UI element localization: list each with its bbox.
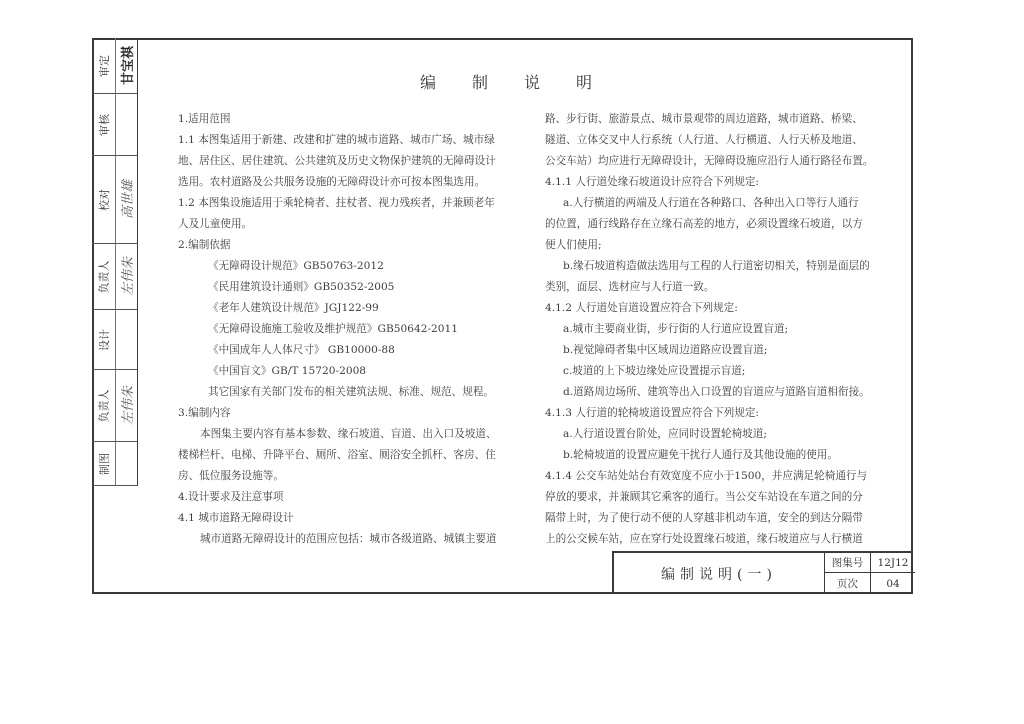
signature-text: 左伟朱: [121, 385, 137, 426]
title-block: [612, 551, 913, 594]
sheet-title: 编制说明(一): [614, 553, 825, 594]
text-line: b.视觉障碍者集中区域周边道路应设置盲道;: [563, 344, 768, 356]
sidebar-signature: [115, 442, 138, 485]
text-line: 选用。农村道路及公共服务设施的无障碍设计亦可按本图集选用。: [178, 176, 486, 188]
right-text-column: [545, 109, 875, 550]
heading-basis: 2.编制依据: [178, 239, 231, 251]
text-line: 城市道路无障碍设计的范围应包括：城市各级道路、城镇主要道: [200, 533, 497, 545]
text-line: 隔带上时，为了使行动不便的人穿越非机动车道，安全的到达分隔带: [545, 512, 863, 524]
sidebar-label-text: 制图: [97, 452, 111, 475]
sidebar-label: [92, 38, 116, 93]
atlas-number: 12J12: [871, 553, 915, 573]
clause-heading: 4.1.3 人行道的轮椅坡道设置应符合下列规定:: [545, 407, 759, 419]
sidebar-row-draw: [92, 442, 138, 486]
text-line: 隧道、立体交叉中人行系统（人行道、人行横道、人行天桥及地道、: [545, 134, 863, 146]
sidebar-signature: [115, 310, 138, 369]
text-line: 路、步行街、旅游景点、城市景观带的周边道路，城市道路、桥梁、: [545, 113, 863, 125]
sidebar-signature: [115, 370, 138, 441]
standard-item: 《中国成年人人体尺寸》 GB10000-88: [208, 344, 395, 356]
sidebar-label-text: 负责人: [97, 389, 111, 422]
clause-heading: 4.1.2 人行道处盲道设置应符合下列规定:: [545, 302, 738, 314]
sidebar-label: [92, 156, 116, 243]
sidebar-row-lead-1: [92, 244, 138, 310]
clause-heading: 4.1.1 人行道处缘石坡道设计应符合下列规定:: [545, 176, 759, 188]
text-line: c.坡道的上下坡边缘处应设置提示盲道;: [563, 365, 746, 377]
signature-text: 甘宝祺: [121, 45, 137, 86]
text-line: 的位置，通行线路存在立缘石高差的地方，必须设置缘石坡道，以方: [545, 218, 863, 230]
sidebar-signature: [115, 38, 138, 93]
sidebar-signature: [115, 94, 138, 155]
standard-item: 《民用建筑设计通则》GB50352-2005: [208, 281, 395, 293]
heading-scope: 1.适用范围: [178, 113, 231, 125]
text-line: 楼梯栏杆、电梯、升降平台、厕所、浴室、厕浴安全抓杆、客房、住: [178, 449, 496, 461]
text-line: 地、居住区、居住建筑、公共建筑及历史文物保护建筑的无障碍设计: [178, 155, 496, 167]
sidebar-label: [92, 370, 116, 441]
text-line: b.缘石坡道构造做法选用与工程的人行道密切相关，特别是面层的: [563, 260, 870, 272]
signature-text: 左伟朱: [121, 256, 137, 297]
text-line: a.人行横道的两端及人行道在各种路口、各种出入口等行人通行: [563, 197, 859, 209]
standard-item: 《中国盲文》GB/T 15720-2008: [208, 365, 367, 377]
sidebar-row-lead-2: [92, 370, 138, 442]
sidebar-row-review: [92, 94, 138, 156]
text-line: 人及儿童使用。: [178, 218, 253, 230]
text-line: a.城市主要商业街，步行街的人行道应设置盲道;: [563, 323, 789, 335]
page-title: 编制说明: [420, 73, 629, 92]
sidebar-label-text: 审定: [97, 54, 111, 77]
sidebar-label-text: 审核: [97, 113, 111, 136]
signature-text: 高世雄: [121, 179, 137, 220]
sidebar-row-design: [92, 310, 138, 370]
text-line: b.轮椅坡道的设置应避免干扰行人通行及其他设施的使用。: [563, 449, 838, 461]
text-line: 上的公交候车站，应在穿行处设置缘石坡道，缘石坡道应与人行横道: [545, 533, 863, 545]
sidebar-row-approve: [92, 38, 138, 94]
sidebar-label: [92, 244, 116, 309]
text-line: 1.2 本图集设施适用于乘轮椅者、拄杖者、视力残疾者，并兼顾老年: [178, 197, 495, 209]
signature-sidebar: [92, 38, 138, 594]
text-line: 本图集主要内容有基本参数、缘石坡道、盲道、出入口及坡道、: [200, 428, 497, 440]
clause-heading: 4.1.4 公交车站处站台有效宽度不应小于1500，并应满足轮椅通行与: [545, 470, 868, 482]
sidebar-label: [92, 442, 116, 485]
heading-content: 3.编制内容: [178, 407, 231, 419]
heading-requirements: 4.设计要求及注意事项: [178, 491, 284, 503]
text-line: a.人行道设置台阶处，应同时设置轮椅坡道;: [563, 428, 767, 440]
text-line: 其它国家有关部门发布的相关建筑法规、标准、规范、规程。: [208, 386, 495, 398]
text-line: d.道路周边场所、建筑等出入口设置的盲道应与道路盲道相衔接。: [563, 386, 870, 398]
sidebar-label-text: 负责人: [97, 260, 111, 293]
text-line: 类别，面层、选材应与人行道一致。: [545, 281, 715, 293]
sidebar-signature: [115, 244, 138, 309]
text-line: 公交车站）均应进行无障碍设计，无障碍设施应沿行人通行路径布置。: [545, 155, 874, 167]
standard-item: 《无障碍设计规范》GB50763-2012: [208, 260, 384, 272]
page-number-label: 页次: [825, 573, 871, 594]
text-line: 1.1 本图集适用于新建、改建和扩建的城市道路、城市广场、城市绿: [178, 134, 495, 146]
standard-item: 《无障碍设施施工验收及维护规范》GB50642-2011: [208, 323, 458, 335]
sidebar-label-text: 设计: [97, 328, 111, 351]
sidebar-label: [92, 310, 116, 369]
subheading-urban-roads: 4.1 城市道路无障碍设计: [178, 512, 294, 524]
atlas-number-label: 图集号: [825, 553, 871, 573]
text-line: 房、低位服务设施等。: [178, 470, 284, 482]
left-text-column: [178, 109, 500, 550]
sidebar-signature: [115, 156, 138, 243]
sidebar-label: [92, 94, 116, 155]
page-number: 04: [886, 577, 900, 590]
text-line: 停放的要求，并兼顾其它乘客的通行。当公交车站设在车道之间的分: [545, 491, 863, 503]
sidebar-label-text: 校对: [97, 188, 111, 211]
sidebar-row-check: [92, 156, 138, 244]
text-line: 便人们使用;: [545, 239, 602, 251]
standard-item: 《老年人建筑设计规范》JGJ122-99: [208, 302, 379, 314]
